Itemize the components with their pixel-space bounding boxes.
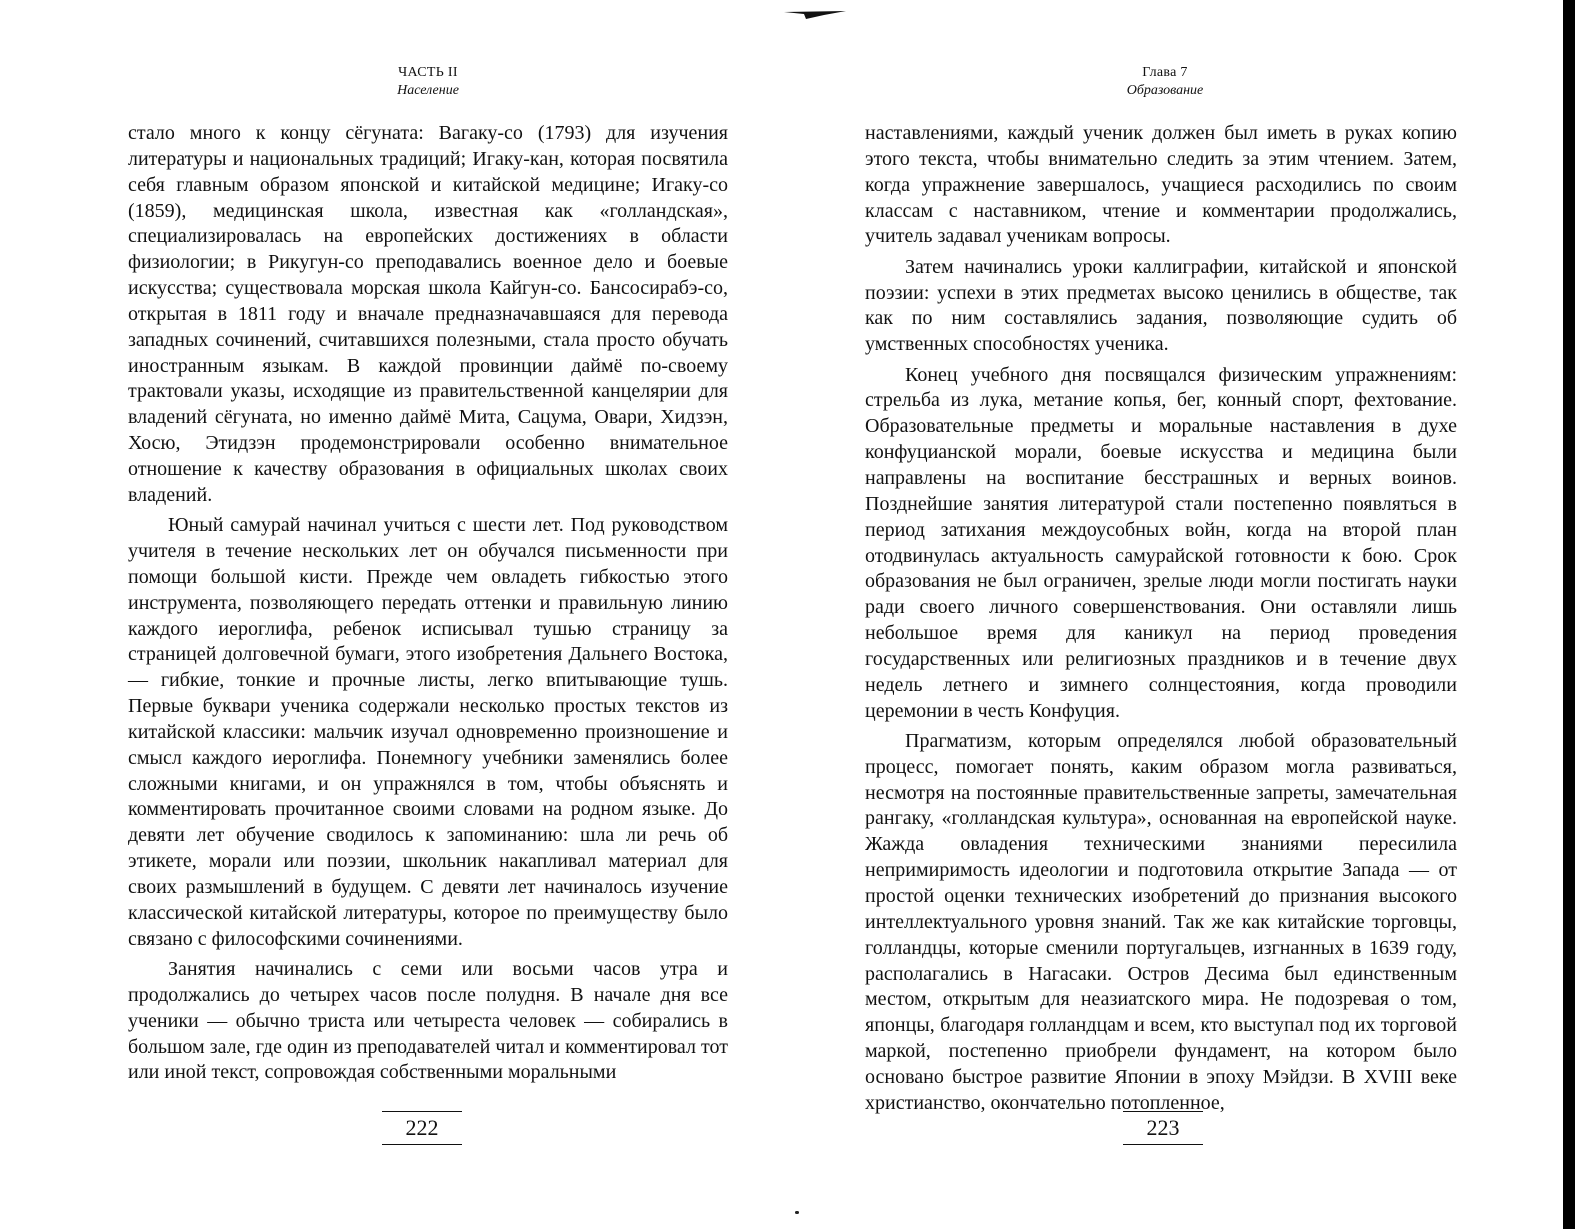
gutter-shadow-mark bbox=[784, 10, 846, 20]
page-number: 222 bbox=[382, 1111, 462, 1145]
paragraph: стало много к концу сёгуната: Вагаку-со (1793) для изучения литературы и национальных традиций; Игаку-кан, которая посвятила себя главным образом японской и китайской медицине; Игаку-со (1859), медицинская школа, известная как «голландская», специализировалась на европейских достижениях в области физиологии; в Рикугун-со преподавались военное дело и боевые искусства; существовала морская школа Кайгун-со. Бансосирабэ-со, открытая в 1811 году и вначале предназначавшаяся для перевода западных сочинений, считавшихся полезными, стала просто обучать иностранным языкам. В каждой провинции даймё по-своему трактовали указы, исходящие из правительственной канцелярии для владений сёгуната, но именно даймё Мита, Сацума, Овари, Хидзэн, Хосю, Этидзэн продемонстрировали особенно внимательное отношение к качеству образования в официальных школах своих владений. bbox=[128, 122, 728, 506]
page-number: 223 bbox=[1123, 1111, 1203, 1145]
body-text bbox=[128, 121, 728, 1091]
running-head-chapter: Глава 7 bbox=[1142, 65, 1188, 80]
running-head bbox=[128, 64, 728, 100]
running-head-part: ЧАСТЬ II bbox=[398, 65, 458, 80]
paragraph: Прагматизм, которым определялся любой образовательный процесс, помогает понять, каким образом могла развиваться, несмотря на постоянные правительственные запреты, замечательная рангаку, «голландская культура», основанная на европейской науке. Жажда овладения техническими знаниями пересилила непримиримость идеологии и подготовила открытие Запада — от простой оценки технических изобретений до признания высокого интеллектуального уровня знаний. Так же как китайские торговцы, голландцы, которые сменили португальцев, изгнанных в 1639 году, располагались в Нагасаки. Остров Десима был единственным местом, открытым для неазиатского мира. Не подозревая о том, японцы, благодаря голландцам и всем, кто выступал под их торговой маркой, постепенно приобрели фундамент, на котором было основано быстрое развитие Японии в эпоху Мэйдзи. В XVIII веке христианство, окончательно потопленное, bbox=[865, 729, 1457, 1114]
paragraph: Затем начинались уроки каллиграфии, китайской и японской поэзии: успехи в этих предметах высоко ценились в обществе, так как по ним составлялись задания, позволяющие судить об умственных способностях ученика. bbox=[865, 255, 1457, 356]
body-text bbox=[865, 121, 1457, 1121]
paragraph: Конец учебного дня посвящался физическим упражнениям: стрельба из лука, метание копья, бег, конный спорт, фехтование. Образовательные предметы и моральные наставления в духе конфуцианской морали, боевые искусства и медицина были направлены на воспитание бесстрашных и верных воинов. Позднейшие занятия литературой стали постепенно появляться в период затихания междоусобных войн, когда на второй план отодвинулась актуальность самурайской готовности к бою. Срок образования не был ограничен, зрелые люди могли постигать науки ради своего личного совершенствования. Они оставляли лишь небольшое время для каникул на период проведения государственных или религиозных праздников и в течение двух недель летнего и зимнего солнцестояния, когда проводили церемонии в честь Конфуция. bbox=[865, 363, 1457, 722]
paragraph: Юный самурай начинал учиться с шести лет. Под руководством учителя в течение нескольких лет он обучался письменности при помощи большой кисти. Прежде чем овладеть гибкостью этого инструмента, позволяющего передать оттенки и правильную линию каждого иероглифа, ребенок исписывал тушью страницу за страницей долговечной бумаги, этого изобретения Дальнего Востока, — гибкие, тонкие и прочные листы, легко впитывающие тушь. Первые буквари ученика содержали несколько простых текстов из китайской классики: мальчик изучал одновременно произношение и смысл каждого иероглифа. Понемногу учебники заменялись более сложными книгами, и он упражнялся в том, чтобы объяснять и комментировать прочитанное своими словами на родном языке. До девяти лет обучение сводилось к запоминанию: шла ли речь об этикете, морали или поэзии, школьник накапливал материал для своих размышлений в будущем. С девяти лет начиналось изучение классической китайской литературы, которое по преимуществу было связано с философскими сочинениями. bbox=[128, 514, 728, 950]
scan-edge bbox=[1563, 0, 1575, 1229]
gutter-speck bbox=[795, 1211, 799, 1214]
left-page bbox=[128, 0, 728, 1229]
right-page bbox=[865, 0, 1465, 1229]
running-head-section: Население bbox=[397, 83, 459, 98]
paragraph: Занятия начинались с семи или восьми часов утра и продолжались до четырех часов после полудня. В начале дня все ученики — обычно триста или четыреста человек — собирались в большом зале, где один из преподавателей читал и комментировал тот или иной текст, сопровождая собственными моральными bbox=[128, 958, 728, 1084]
paragraph: наставлениями, каждый ученик должен был иметь в руках копию этого текста, чтобы внимательно следить за этим чтением. Затем, когда упражнение завершалось, учащиеся расходились по своим классам с наставником, чтение и комментарии продолжались, учитель задавал ученикам вопросы. bbox=[865, 122, 1457, 248]
running-head bbox=[865, 64, 1465, 100]
running-head-chapter-title: Образование bbox=[1126, 83, 1204, 98]
